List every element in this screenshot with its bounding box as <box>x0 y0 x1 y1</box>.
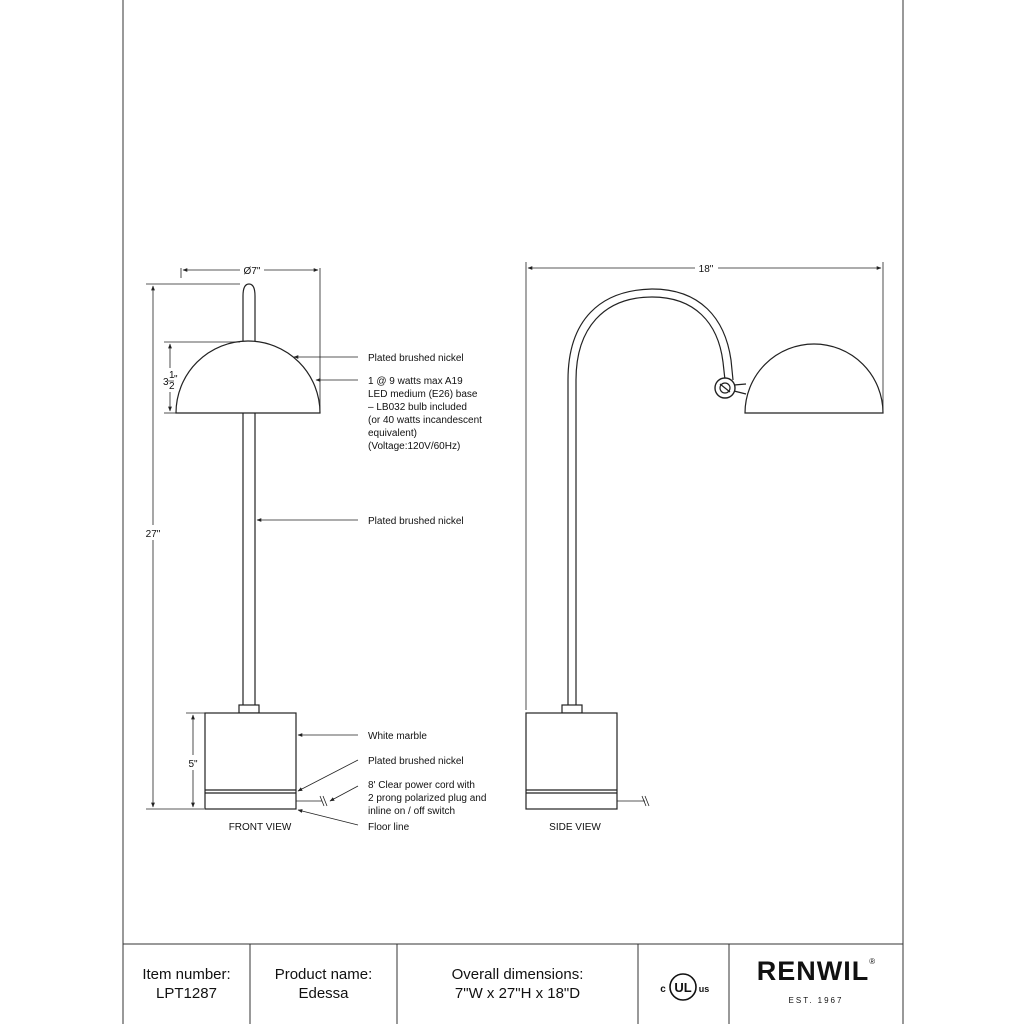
overall-height-dimension: 27" <box>145 529 161 540</box>
shade-height-whole: 3 <box>163 377 169 388</box>
overall-dimensions-value: 7"W x 27"H x 18"D <box>454 985 581 1002</box>
brand-wordmark: RENWIL <box>756 956 870 986</box>
cord-callout-line-2: 2 prong polarized plug and <box>368 793 487 804</box>
shade-height-unit: " <box>174 374 178 385</box>
base-trim-callout: Plated brushed nickel <box>368 756 464 767</box>
front-view-label: FRONT VIEW <box>228 822 292 833</box>
product-name-label: Product name: <box>274 966 373 983</box>
base-material-callout: White marble <box>368 731 427 742</box>
stem-finish-callout: Plated brushed nickel <box>368 516 464 527</box>
sheet-border <box>123 0 903 1024</box>
brand-logo <box>729 944 903 1024</box>
front-view-lamp <box>176 284 327 809</box>
width-dimension: Ø7" <box>243 266 261 277</box>
bulb-callout-line-1: 1 @ 9 watts max A19 <box>368 376 463 387</box>
bulb-callout-line-2: LED medium (E26) base <box>368 389 478 400</box>
overall-dimensions-cell <box>397 944 638 1024</box>
product-name-cell <box>250 944 397 1024</box>
ul-mark-text: UL <box>674 980 692 995</box>
bulb-callout-line-6: (Voltage:120V/60Hz) <box>368 441 461 452</box>
shade-height-denominator: 2 <box>169 381 175 392</box>
item-number-value: LPT1287 <box>156 985 217 1002</box>
bulb-callout-line-5: equivalent) <box>368 428 417 439</box>
ul-mark-c: c <box>660 984 666 995</box>
brand-registered-mark: ® <box>869 957 876 966</box>
ul-mark-us: us <box>698 984 710 994</box>
side-view-lamp <box>526 289 883 809</box>
cord-callout-line-3: inline on / off switch <box>368 806 456 817</box>
item-number-cell <box>123 944 250 1024</box>
bulb-callout-line-4: (or 40 watts incandescent <box>368 415 482 426</box>
depth-dimension: 18" <box>698 264 714 275</box>
product-name-value: Edessa <box>298 985 349 1002</box>
shade-height-numerator: 1 <box>169 370 175 381</box>
overall-dimensions-label: Overall dimensions: <box>451 966 584 983</box>
brand-established: EST. 1967 <box>788 996 844 1005</box>
item-number-label: Item number: <box>142 966 231 983</box>
floor-line-callout: Floor line <box>368 822 410 833</box>
shade-finish-callout: Plated brushed nickel <box>368 353 464 364</box>
bulb-callout-line-3: – LB032 bulb included <box>368 402 467 413</box>
cord-callout-line-1: 8' Clear power cord with <box>368 780 475 791</box>
base-height-dimension: 5" <box>188 759 198 770</box>
side-dimension-lines <box>526 262 883 710</box>
side-view-label: SIDE VIEW <box>549 822 601 833</box>
ul-certification-icon <box>660 974 709 1000</box>
